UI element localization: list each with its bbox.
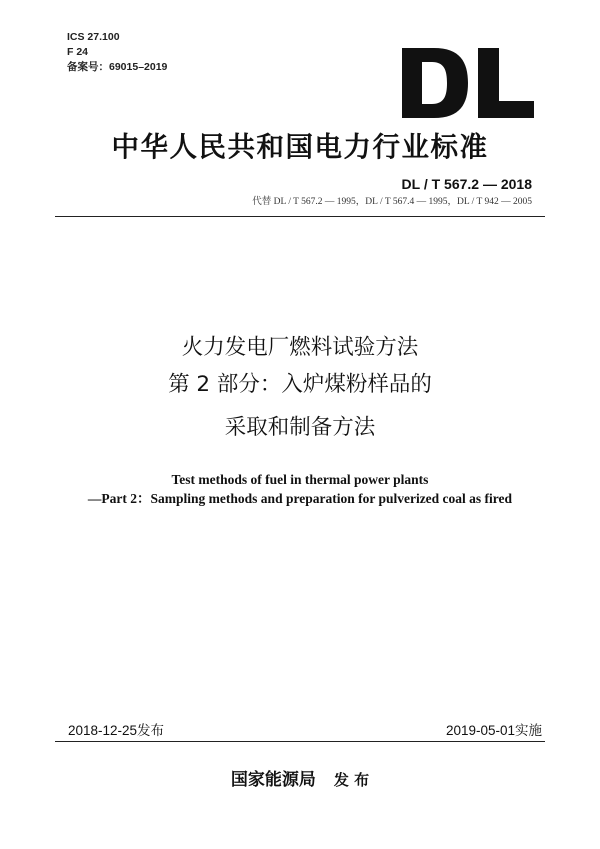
replaces-standards: 代替 DL / T 567.2 — 1995，DL / T 567.4 — 1995，DL / T 942 — 2005 bbox=[252, 197, 532, 207]
logo-letter-l bbox=[478, 48, 534, 118]
title-en-line-2: —Part 2：Sampling methods and preparation for pulverized coal as fired bbox=[87, 491, 513, 506]
ics-code: ICS 27.100 bbox=[67, 31, 120, 43]
issue-date: 2018-12-25发布 bbox=[68, 723, 165, 738]
issuer-name: 国家能源局 bbox=[230, 770, 316, 790]
issuing-authority bbox=[0, 765, 600, 790]
record-number: 备案号：69015–2019 bbox=[67, 61, 168, 73]
standard-category-title: 中华人民共和国电力行业标准 bbox=[111, 131, 489, 163]
implementation-date: 2019-05-01实施 bbox=[445, 723, 542, 738]
issuer-action: 发 布 bbox=[333, 771, 370, 789]
title-cn-line-1: 火力发电厂燃料试验方法 bbox=[181, 335, 419, 360]
standard-number: DL / T 567.2 — 2018 bbox=[401, 176, 532, 192]
bottom-divider bbox=[55, 741, 545, 742]
logo-letter-d bbox=[402, 48, 468, 118]
title-cn-line-2: 第 2 部分：入炉煤粉样品的 bbox=[168, 372, 432, 397]
header-meta bbox=[67, 30, 167, 75]
dl-logo bbox=[402, 48, 534, 118]
title-cn-line-3: 采取和制备方法 bbox=[224, 415, 376, 440]
title-en-line-1: Test methods of fuel in thermal power plants bbox=[171, 472, 429, 487]
category-code: F 24 bbox=[67, 46, 89, 58]
top-divider bbox=[55, 216, 545, 217]
